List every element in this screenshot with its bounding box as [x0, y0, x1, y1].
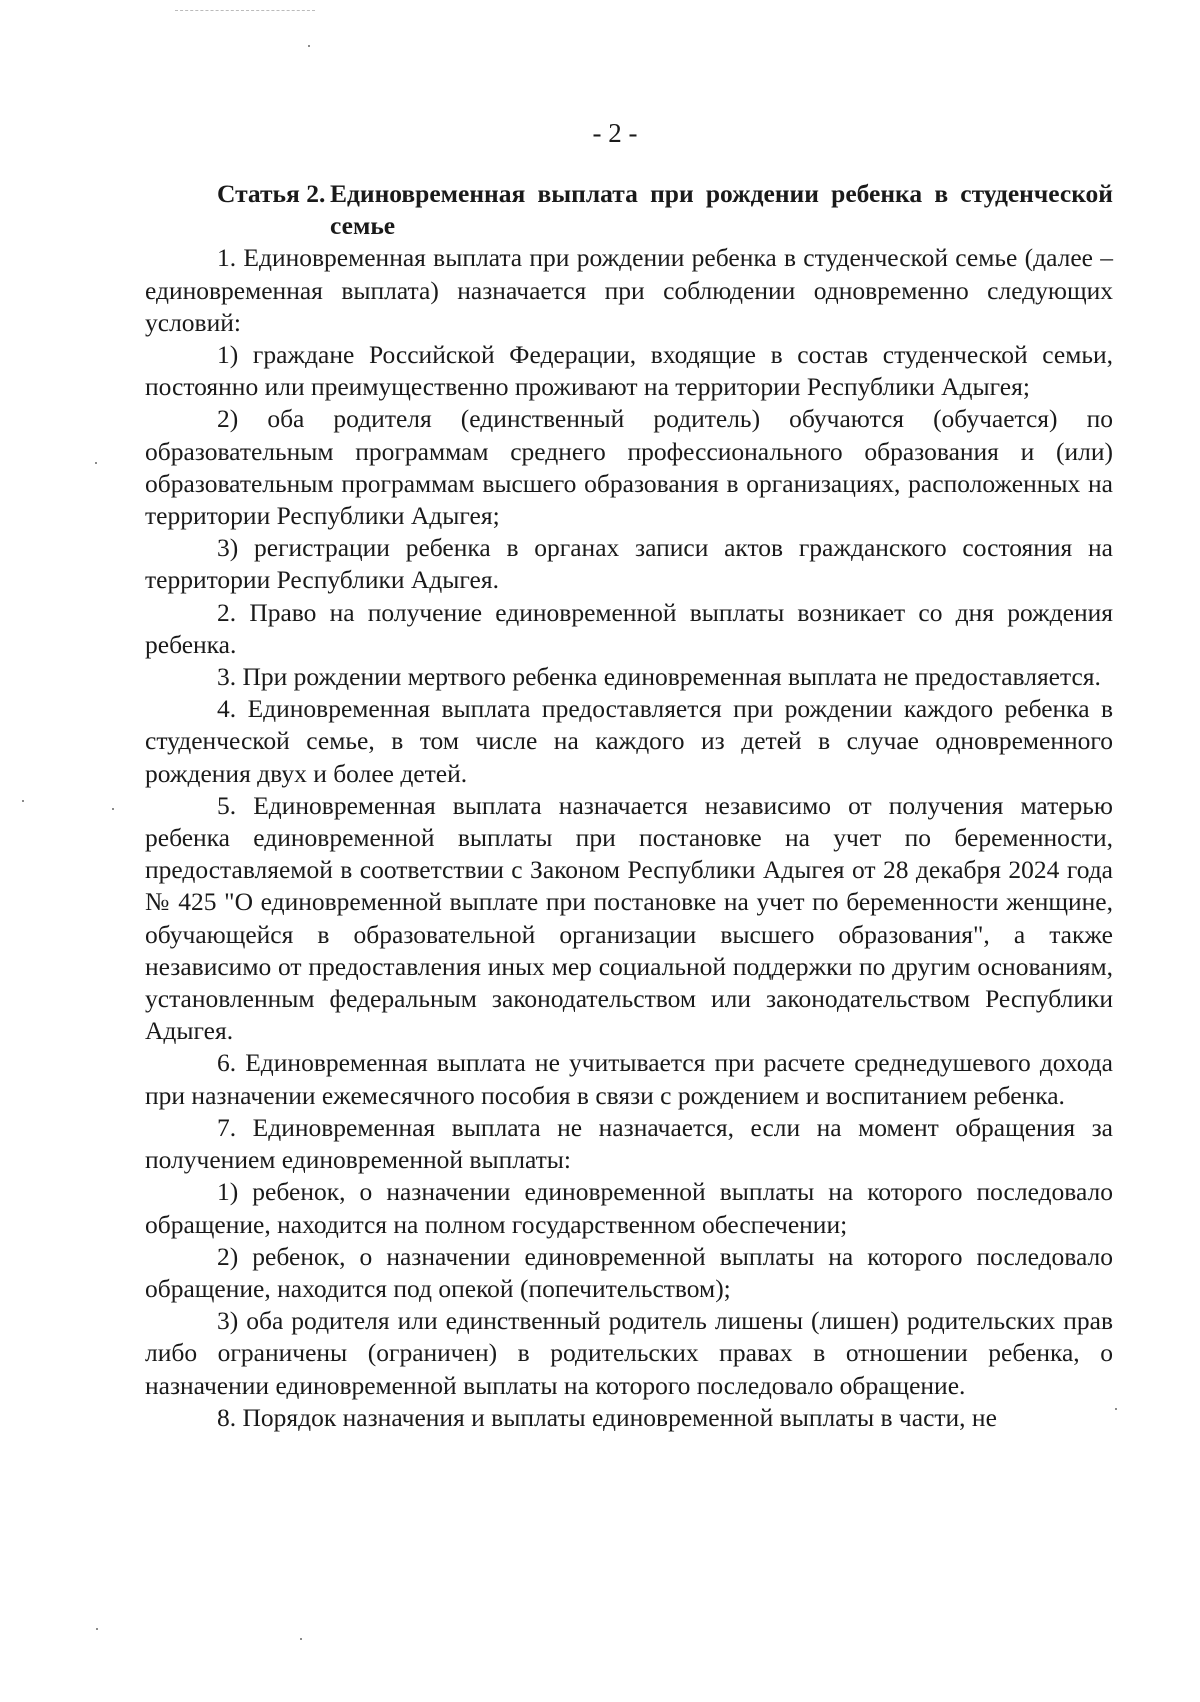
subparagraph-7-2: 2) ребенок, о назначении единовременной выплаты на которого последовало обращение, находится под опекой (попечительством);	[145, 1241, 1113, 1303]
article-title: Единовременная выплата при рождении ребенка в студенческой семье	[330, 179, 1113, 241]
page-number: - 2 -	[592, 118, 638, 148]
scan-speck	[95, 462, 97, 464]
paragraph-2: 2. Право на получение единовременной выплаты возникает со дня рождения ребенка.	[145, 597, 1113, 659]
document-body	[145, 178, 1113, 1434]
subparagraph-7-3: 3) оба родителя или единственный родитель лишены (лишен) родительских прав либо ограничены (ограничен) в родительских правах в отношении ребенка, о назначении единовременной выплаты на которого последовало обращение.	[145, 1306, 1113, 1400]
scan-speck	[1115, 1408, 1117, 1410]
subparagraph-7-1: 1) ребенок, о назначении единовременной выплаты на которого последовало обращение, находится на полном государственном обеспечении;	[145, 1177, 1113, 1239]
paragraph-3: 3. При рождении мертвого ребенка единовременная выплата не предоставляется.	[217, 662, 1101, 692]
paragraph-8: 8. Порядок назначения и выплаты единовременной выплаты в части, не	[217, 1402, 997, 1432]
scan-speck	[112, 808, 114, 810]
scan-speck	[22, 800, 24, 802]
scan-speck	[96, 1628, 98, 1630]
paragraph-4: 4. Единовременная выплата предоставляется при рождении каждого ребенка в студенческой семье, в том числе на каждого из детей в случае одновременного рождения двух и более детей.	[145, 694, 1113, 788]
article-header	[145, 178, 1113, 242]
paragraph-1: 1. Единовременная выплата при рождении ребенка в студенческой семье (далее – единовременная выплата) назначается при соблюдении одновременно следующих условий:	[145, 243, 1113, 337]
paragraph-5: 5. Единовременная выплата назначается независимо от получения матерью ребенка единовременной выплаты при постановке на учет по беременности, предоставляемой в соответствии с Законом Республики Адыгея от 28 декабря 2024 года № 425 "О единовременной выплате при постановке на учет по беременности женщине, обучающейся в образовательной организации высшего образования", а также независимо от предоставления иных мер социальной поддержки по другим основаниям, установленным федеральным законодательством или законодательством Республики Адыгея.	[145, 790, 1113, 1046]
scan-speck	[308, 45, 310, 47]
scan-speck	[300, 1638, 302, 1640]
paragraph-6: 6. Единовременная выплата не учитывается при расчете среднедушевого дохода при назначении ежемесячного пособия в связи с рождением и воспитанием ребенка.	[145, 1048, 1113, 1110]
article-label: Статья 2.	[217, 179, 326, 208]
paragraph-7: 7. Единовременная выплата не назначается, если на момент обращения за получением единовременной выплаты:	[145, 1112, 1113, 1175]
subparagraph-1-2: 2) оба родителя (единственный родитель) обучаются (обучается) по образовательным программам среднего профессионального образования и (или) образовательным программам высшего образования в организациях, расположенных на территории Республики Адыгея;	[145, 404, 1113, 531]
subparagraph-1-1: 1) граждане Российской Федерации, входящие в состав студенческой семьи, постоянно или преимущественно проживают на территории Республики Адыгея;	[145, 340, 1113, 402]
scan-artifact	[175, 10, 315, 13]
subparagraph-1-3: 3) регистрации ребенка в органах записи актов гражданского состояния на территории Республики Адыгея.	[145, 533, 1113, 595]
